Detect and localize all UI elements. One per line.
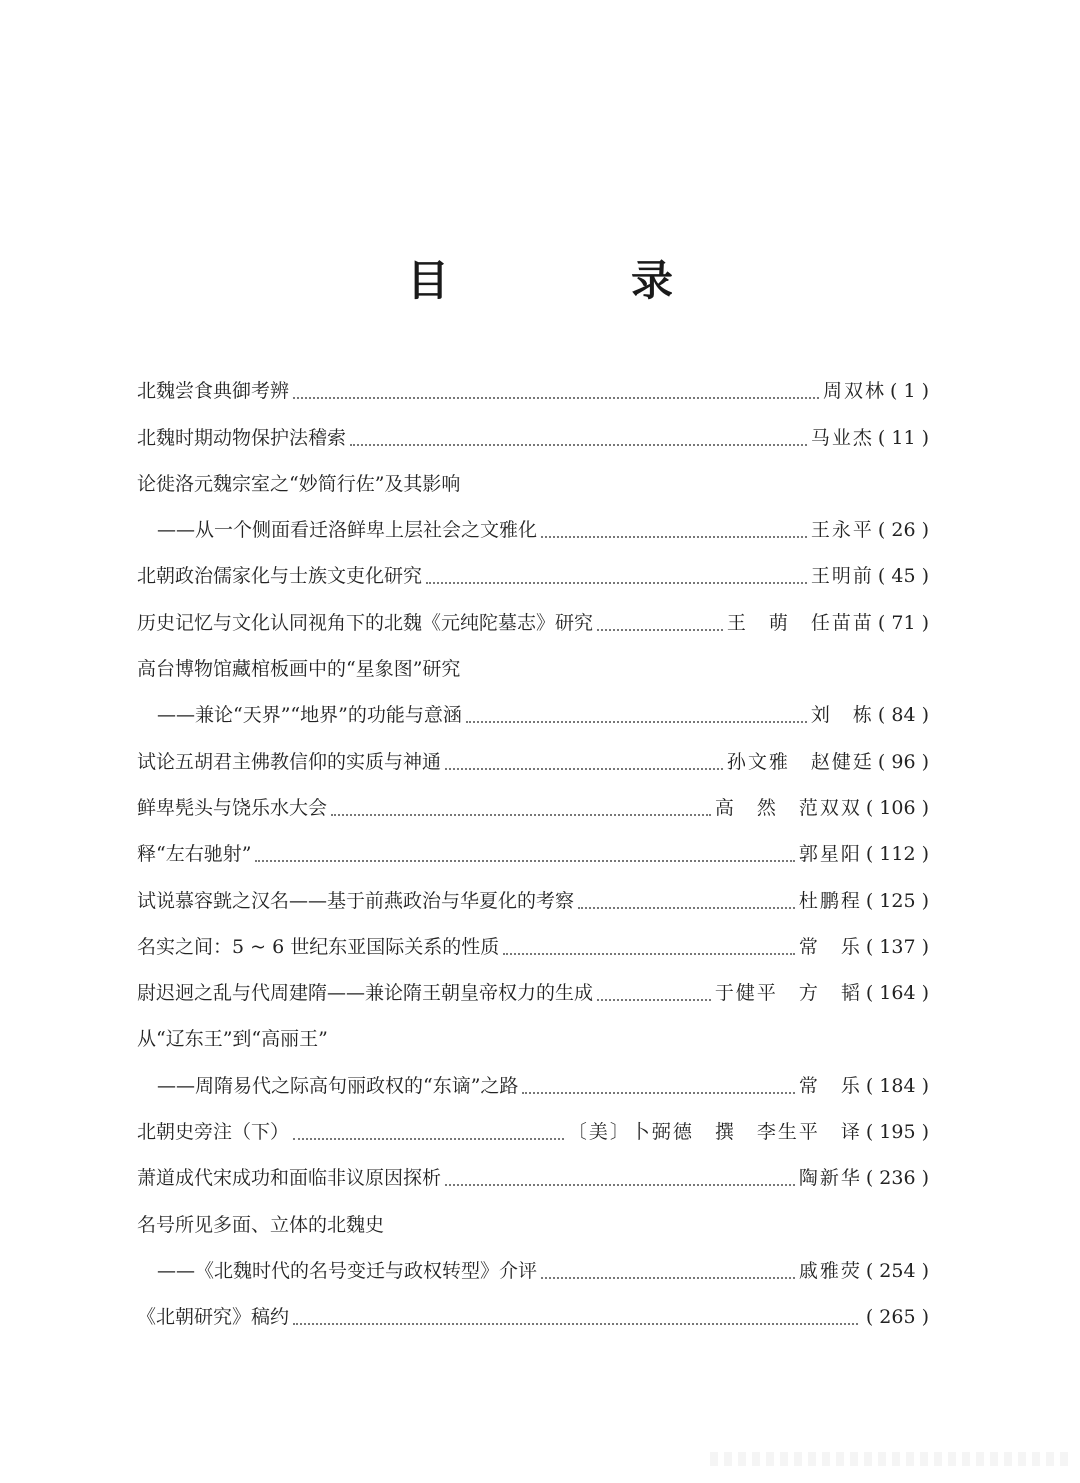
entry-title: 北朝政治儒家化与士族文吏化研究 <box>137 565 423 588</box>
entry-title: 试说慕容皝之汉名——基于前燕政治与华夏化的考察 <box>137 889 575 912</box>
entry-page: ( 236 ) <box>865 1167 929 1190</box>
dot-leader <box>426 582 807 584</box>
entry-author: 陶新华 <box>798 1167 862 1190</box>
entry-page: ( 96 ) <box>877 750 929 773</box>
dot-leader <box>597 999 711 1001</box>
dot-leader <box>597 629 723 631</box>
entry-author: 〔美〕卜弼德 撰 李生平 译 <box>567 1121 862 1144</box>
entry-author: 高 然 范双双 <box>714 796 862 819</box>
toc-entry[interactable] <box>137 1059 929 1105</box>
watermark <box>710 1452 1070 1466</box>
entry-author: 王明前 <box>810 565 874 588</box>
entry-page: ( 254 ) <box>865 1259 929 1282</box>
toc-entry[interactable] <box>137 782 929 828</box>
entry-author: 马业杰 <box>810 426 874 449</box>
entry-page: ( 125 ) <box>865 889 929 912</box>
dot-leader <box>541 1277 795 1279</box>
entry-author: 于健平 方 韬 <box>714 982 862 1005</box>
dot-leader <box>578 907 795 909</box>
toc-entry[interactable] <box>137 458 929 504</box>
dot-leader <box>255 860 794 862</box>
table-of-contents <box>137 365 929 1337</box>
entry-title: 试论五胡君主佛教信仰的实质与神通 <box>137 750 442 773</box>
entry-title: 从“辽东王”到“高丽王” <box>137 1028 328 1051</box>
entry-page: ( 112 ) <box>865 843 929 866</box>
toc-entry[interactable] <box>137 921 929 967</box>
dot-leader <box>293 1138 564 1140</box>
entry-author: 周双林 <box>822 380 886 403</box>
toc-entry[interactable] <box>137 1106 929 1152</box>
entry-page: ( 195 ) <box>865 1121 929 1144</box>
toc-entry[interactable] <box>137 365 929 411</box>
entry-author: 王永平 <box>810 519 874 542</box>
entry-title: 尉迟迥之乱与代周建隋——兼论隋王朝皇帝权力的生成 <box>137 982 594 1005</box>
dot-leader <box>466 721 807 723</box>
entry-title: 论徙洛元魏宗室之“妙简行佐”及其影响 <box>137 472 461 495</box>
entry-title: 名实之间：5 ~ 6 世纪东亚国际关系的性质 <box>137 935 500 958</box>
entry-title: ——从一个侧面看迁洛鲜卑上层社会之文雅化 <box>157 519 538 542</box>
dot-leader <box>522 1092 794 1094</box>
entry-title: 萧道成代宋成功和面临非议原因探析 <box>137 1167 442 1190</box>
entry-page: ( 45 ) <box>877 565 929 588</box>
toc-entry[interactable] <box>137 689 929 735</box>
entry-page: ( 265 ) <box>865 1306 929 1329</box>
dot-leader <box>541 536 807 538</box>
entry-page: ( 106 ) <box>865 796 929 819</box>
entry-author: 刘 栋 <box>810 704 874 727</box>
toc-entry[interactable] <box>137 504 929 550</box>
dot-leader <box>445 768 723 770</box>
toc-entry[interactable] <box>137 1291 929 1337</box>
entry-page: ( 71 ) <box>877 611 929 634</box>
entry-title: 名号所见多面、立体的北魏史 <box>137 1213 385 1236</box>
page-title: 目 录 <box>406 256 743 305</box>
entry-title: ——《北魏时代的名号变迁与政权转型》介评 <box>157 1259 538 1282</box>
entry-page: ( 137 ) <box>865 935 929 958</box>
toc-entry[interactable] <box>137 1013 929 1059</box>
toc-entry[interactable] <box>137 735 929 781</box>
dot-leader <box>503 953 795 955</box>
entry-page: ( 164 ) <box>865 982 929 1005</box>
dot-leader <box>350 444 807 446</box>
toc-entry[interactable] <box>137 967 929 1013</box>
dot-leader <box>293 397 819 399</box>
dot-leader <box>331 814 711 816</box>
entry-title: 鲜卑髡头与饶乐水大会 <box>137 796 328 819</box>
entry-title: 北朝史旁注（下） <box>137 1121 290 1144</box>
entry-title: 历史记忆与文化认同视角下的北魏《元纯陀墓志》研究 <box>137 611 594 634</box>
entry-author: 常 乐 <box>798 1074 862 1097</box>
entry-page: ( 26 ) <box>877 519 929 542</box>
entry-title: 北魏时期动物保护法稽索 <box>137 426 347 449</box>
entry-title: 释“左右驰射” <box>137 843 252 866</box>
entry-title: ——兼论“天界”“地界”的功能与意涵 <box>157 704 462 727</box>
entry-title: 高台博物馆藏棺板画中的“星象图”研究 <box>137 658 461 681</box>
entry-page: ( 11 ) <box>877 426 929 449</box>
entry-author: 杜鹏程 <box>798 889 862 912</box>
toc-entry[interactable] <box>137 596 929 642</box>
entry-title: 《北朝研究》稿约 <box>137 1306 290 1329</box>
toc-entry[interactable] <box>137 1152 929 1198</box>
dot-leader <box>293 1323 858 1325</box>
entry-author: 戚雅荧 <box>798 1259 862 1282</box>
toc-entry[interactable] <box>137 874 929 920</box>
entry-page: ( 84 ) <box>877 704 929 727</box>
toc-entry[interactable] <box>137 828 929 874</box>
toc-entry[interactable] <box>137 550 929 596</box>
toc-entry[interactable] <box>137 411 929 457</box>
toc-entry[interactable] <box>137 643 929 689</box>
entry-page: ( 184 ) <box>865 1074 929 1097</box>
entry-author: 王 萌 任苗苗 <box>726 611 874 634</box>
toc-entry[interactable] <box>137 1198 929 1244</box>
entry-author: 郭星阳 <box>798 843 862 866</box>
entry-page: ( 1 ) <box>890 380 929 403</box>
entry-author: 常 乐 <box>798 935 862 958</box>
entry-author: 孙文雅 赵健廷 <box>726 750 874 773</box>
dot-leader <box>445 1184 795 1186</box>
entry-title: ——周隋易代之际高句丽政权的“东谪”之路 <box>157 1074 519 1097</box>
toc-entry[interactable] <box>137 1245 929 1291</box>
entry-title: 北魏尝食典御考辨 <box>137 380 290 403</box>
